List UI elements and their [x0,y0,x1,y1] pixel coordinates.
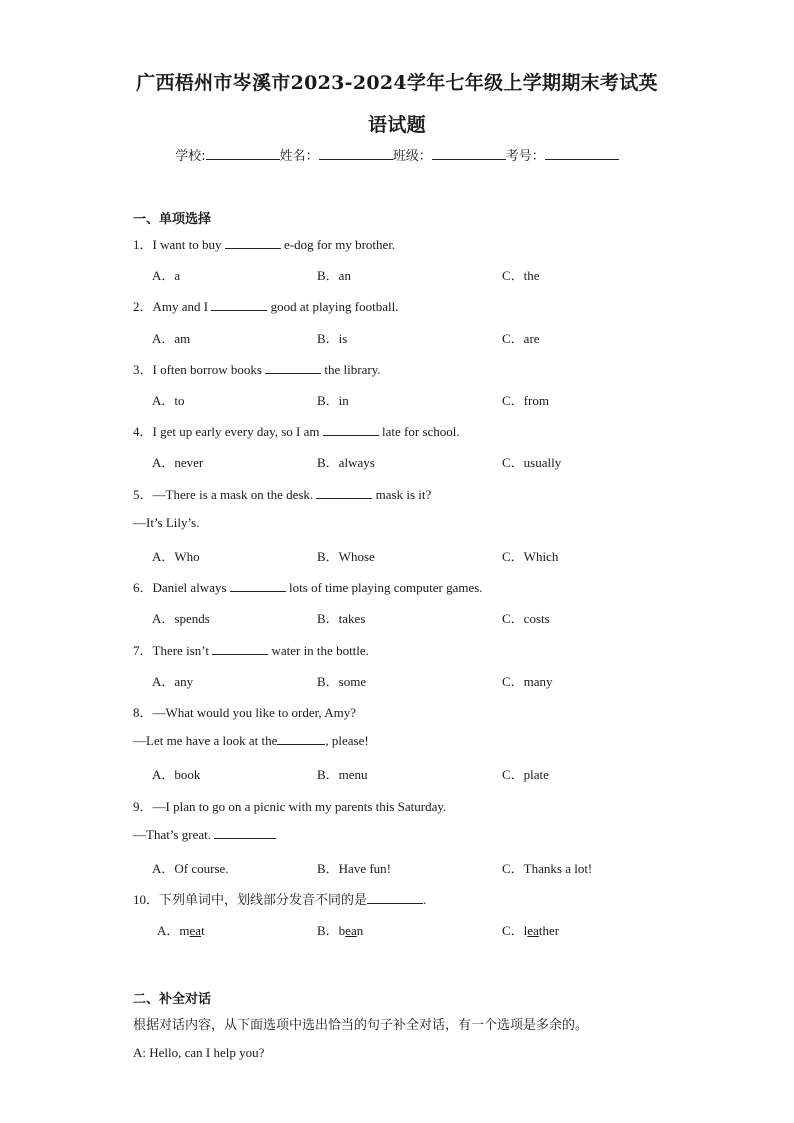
q5-option-b[interactable]: B．Whose [317,549,375,564]
q1-option-c[interactable]: C．the [502,268,540,283]
q8-option-b[interactable]: B．menu [317,767,368,782]
school-label: 学校: [175,149,206,164]
class-blank[interactable] [432,147,506,160]
answer-blank[interactable] [214,827,276,839]
q5-option-c[interactable]: C．Which [502,549,559,564]
q6-option-a[interactable]: A．spends [152,611,210,626]
answer-blank[interactable] [211,299,267,311]
name-label: 姓名： [279,149,319,164]
answer-blank[interactable] [212,643,268,655]
q9-option-c[interactable]: C．Thanks a lot! [502,861,593,876]
question-8-reply: —Let me have a look at the , please! [133,733,369,748]
q9-option-b[interactable]: B．Have fun! [317,861,392,876]
question-7: 7．There isn’t water in the bottle. [133,643,369,658]
question-5-reply: —It’s Lily’s. [133,515,200,530]
answer-blank[interactable] [225,237,281,249]
q10-option-b[interactable]: B．bean [317,923,364,938]
answer-blank[interactable] [277,733,325,745]
q8-option-a[interactable]: A．book [152,767,201,782]
answer-blank[interactable] [316,487,372,499]
section2-instruction: 根据对话内容，从下面选项中选出恰当的句子补全对话，有一个选项是多余的。 [133,1018,589,1033]
dialogue-line-1: A: Hello, can I help you? [133,1045,265,1060]
q3-option-a[interactable]: A．to [152,393,185,408]
question-9: 9．—I plan to go on a picnic with my parents this Saturday. [133,799,447,814]
question-2: 2．Amy and I good at playing football. [133,299,399,314]
q7-option-a[interactable]: A．any [152,674,194,689]
question-10: 10．下列单词中，划线部分发音不同的是 . [133,892,427,908]
q2-option-c[interactable]: C．are [502,331,540,346]
answer-blank[interactable] [230,580,286,592]
question-1: 1．I want to buy e-dog for my brother. [133,237,396,252]
class-label: 班级： [392,149,432,164]
q5-option-a[interactable]: A．Who [152,549,200,564]
q3-option-b[interactable]: B．in [317,393,349,408]
section1-heading: 一、单项选择 [133,212,212,227]
question-5: 5．—There is a mask on the desk. mask is it? [133,487,432,502]
exam-title-line1: 广西梧州市岑溪市2023-2024学年七年级上学期期末考试英 [136,72,658,94]
q8-option-c[interactable]: C．plate [502,767,549,782]
name-blank[interactable] [319,147,393,160]
question-9-reply: —That’s great. [133,827,276,843]
q9-option-a[interactable]: A．Of course. [152,861,229,876]
student-info-row [0,145,794,164]
q3-option-c[interactable]: C．from [502,393,549,408]
exam-title-line2: 语试题 [368,114,426,136]
question-8: 8．—What would you like to order, Amy? [133,705,356,720]
q2-option-a[interactable]: A．am [152,331,191,346]
section2-heading: 二、补全对话 [133,992,212,1007]
answer-blank[interactable] [323,424,379,436]
q4-option-b[interactable]: B．always [317,455,375,470]
q2-option-b[interactable]: B．is [317,331,348,346]
q1-option-b[interactable]: B．an [317,268,351,283]
q4-option-c[interactable]: C．usually [502,455,562,470]
question-4: 4．I get up early every day, so I am late for school. [133,424,460,439]
q6-option-c[interactable]: C．costs [502,611,550,626]
question-3: 3．I often borrow books the library. [133,362,381,377]
answer-blank[interactable] [367,892,423,904]
q10-option-c[interactable]: C．leather [502,923,560,938]
school-blank[interactable] [206,147,280,160]
q7-option-c[interactable]: C．many [502,674,553,689]
q6-option-b[interactable]: B．takes [317,611,366,626]
q1-option-a[interactable]: A．a [152,268,181,283]
q10-option-a[interactable]: A．meat [157,923,205,938]
question-6: 6．Daniel always lots of time playing computer games. [133,580,483,595]
answer-blank[interactable] [265,362,321,374]
q4-option-a[interactable]: A．never [152,455,204,470]
q7-option-b[interactable]: B．some [317,674,367,689]
exam-no-label: 考号： [505,149,545,164]
exam-no-blank[interactable] [545,147,619,160]
